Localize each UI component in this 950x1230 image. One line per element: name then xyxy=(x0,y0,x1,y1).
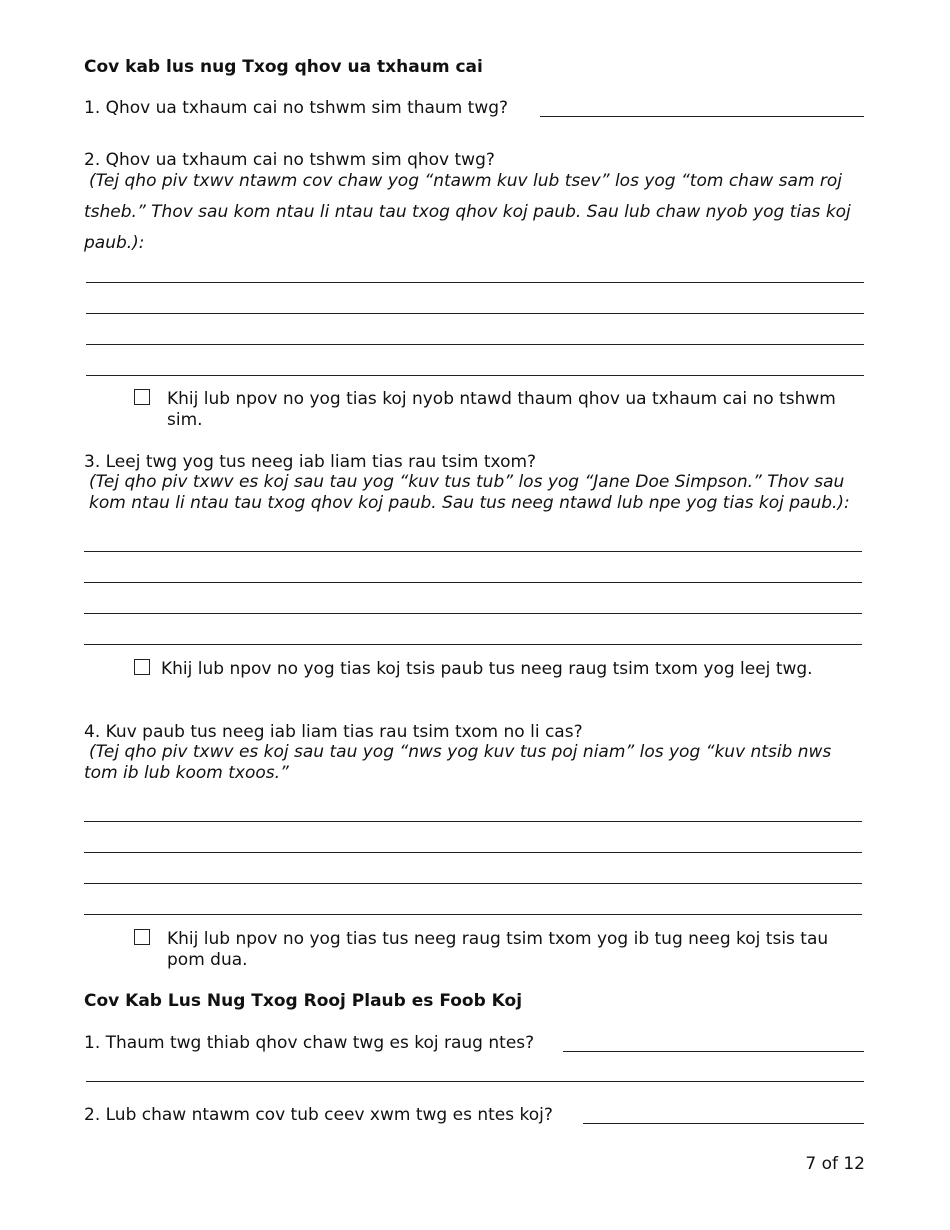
page-number: 7 of 12 xyxy=(805,1154,865,1174)
section-heading: Cov kab lus nug Txog qhov ua txhaum cai xyxy=(84,57,483,77)
question-2-instructions-line-2: tsheb.” Thov sau kom ntau li ntau tau txog qhov koj paub. Sau lub chaw nyob yog tias koj xyxy=(84,202,851,222)
checkbox-was-present[interactable] xyxy=(134,389,150,405)
arrest-question-1-label: 1. Thaum twg thiab qhov chaw twg es koj raug ntes? xyxy=(84,1033,535,1053)
checkbox-was-present-label-line-2: sim. xyxy=(167,410,203,430)
checkbox-unknown-victim[interactable] xyxy=(134,659,150,675)
question-3-label: 3. Leej twg yog tus neeg iab liam tias rau tsim txom? xyxy=(84,452,537,472)
question-4-instructions-line-2: tom ib lub koom txoos.” xyxy=(84,763,289,783)
answer-line-victim-4[interactable] xyxy=(84,644,862,645)
checkbox-never-met[interactable] xyxy=(134,929,150,945)
answer-line-arrest-when[interactable] xyxy=(563,1051,864,1052)
section-2-heading: Cov Kab Lus Nug Txog Rooj Plaub es Foob Koj xyxy=(84,991,523,1011)
question-2-instructions-line-3: paub.): xyxy=(84,233,145,253)
answer-line-relationship-4[interactable] xyxy=(84,914,862,915)
question-3-instructions-line-2: kom ntau li ntau tau txog qhov koj paub. Sau tus neeg ntawd lub npe yog tias koj paub.): xyxy=(89,493,850,513)
answer-line-arrest-extra[interactable] xyxy=(86,1081,864,1082)
question-3-instructions-line-1: (Tej qho piv txwv es koj sau tau yog “kuv tus tub” los yog “Jane Doe Simpson.” Thov sau xyxy=(89,472,845,492)
checkbox-never-met-label-line-2: pom dua. xyxy=(167,950,248,970)
answer-line-relationship-1[interactable] xyxy=(84,821,862,822)
answer-line-where-3[interactable] xyxy=(86,344,864,345)
checkbox-unknown-victim-label: Khij lub npov no yog tias koj tsis paub tus neeg raug tsim txom yog leej twg. xyxy=(161,659,813,679)
question-4-instructions-line-1: (Tej qho piv txwv es koj sau tau yog “nws yog kuv tus poj niam” los yog “kuv ntsib nws xyxy=(89,742,832,762)
checkbox-was-present-label-line-1: Khij lub npov no yog tias koj nyob ntawd thaum qhov ua txhaum cai no tshwm xyxy=(167,389,836,409)
answer-line-victim-1[interactable] xyxy=(84,551,862,552)
answer-line-where-2[interactable] xyxy=(86,313,864,314)
answer-line-relationship-3[interactable] xyxy=(84,883,862,884)
question-1-label: 1. Qhov ua txhaum cai no tshwm sim thaum twg? xyxy=(84,98,509,118)
answer-line-when[interactable] xyxy=(540,116,864,117)
checkbox-never-met-label-line-1: Khij lub npov no yog tias tus neeg raug tsim txom yog ib tug neeg koj tsis tau xyxy=(167,929,829,949)
answer-line-victim-3[interactable] xyxy=(84,613,862,614)
question-2-instructions-line-1: (Tej qho piv txwv ntawm cov chaw yog “ntawm kuv lub tsev” los yog “tom chaw sam roj xyxy=(89,171,843,191)
answer-line-where-4[interactable] xyxy=(86,375,864,376)
arrest-question-2-label: 2. Lub chaw ntawm cov tub ceev xwm twg es ntes koj? xyxy=(84,1105,553,1125)
answer-line-where-1[interactable] xyxy=(86,282,864,283)
answer-line-victim-2[interactable] xyxy=(84,582,862,583)
question-2-label: 2. Qhov ua txhaum cai no tshwm sim qhov twg? xyxy=(84,150,495,170)
answer-line-relationship-2[interactable] xyxy=(84,852,862,853)
answer-line-arresting-agency[interactable] xyxy=(583,1123,864,1124)
question-4-label: 4. Kuv paub tus neeg iab liam tias rau tsim txom no li cas? xyxy=(84,722,583,742)
